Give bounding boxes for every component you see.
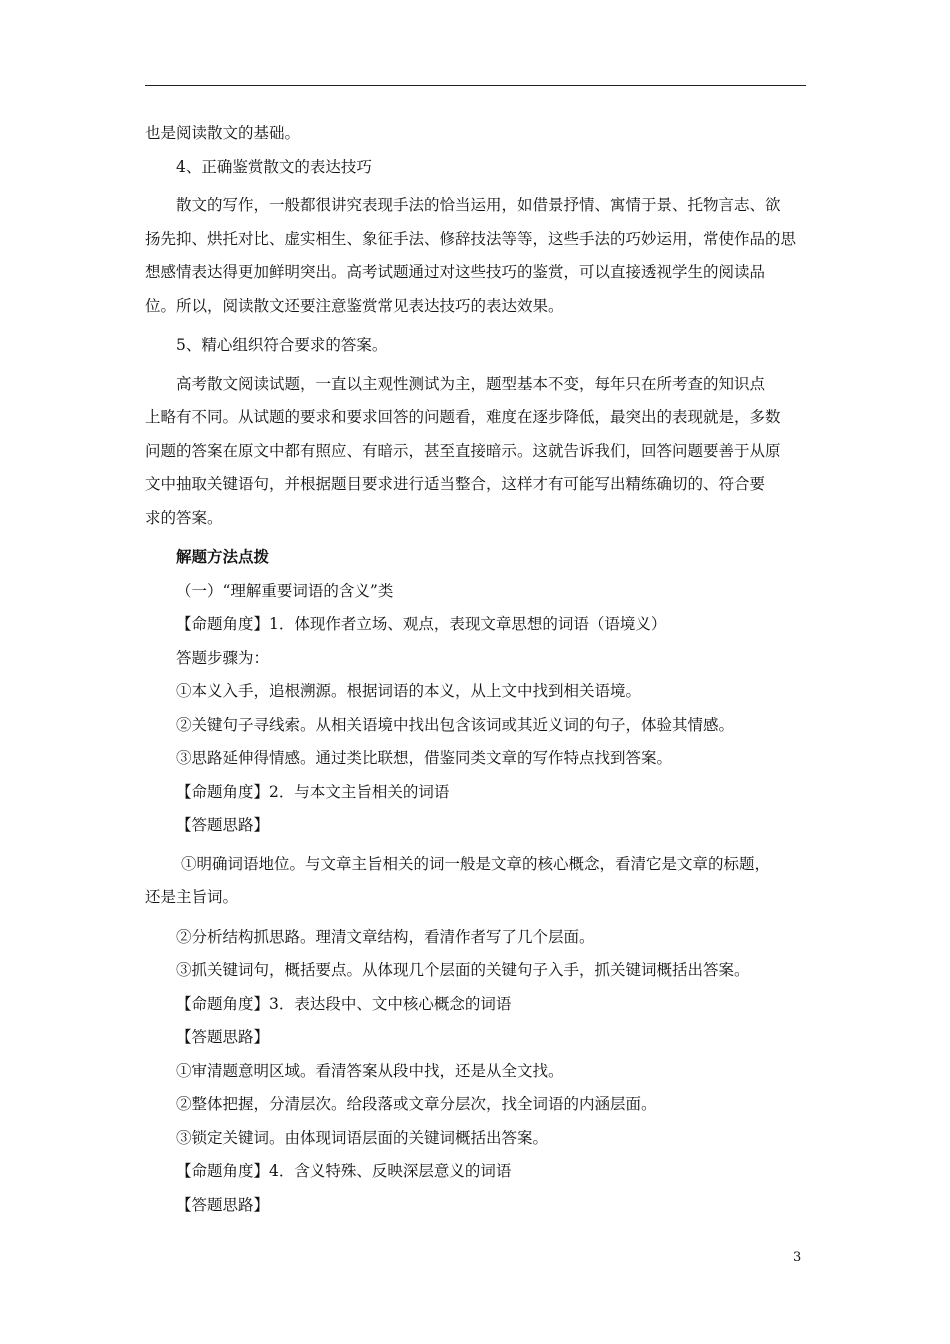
text-line: ①本义入手，追根溯源。根据词语的本义，从上文中找到相关语境。 <box>176 682 642 700</box>
header-rule <box>145 85 806 86</box>
text-line: ③锁定关键词。由体现词语层面的关键词概括出答案。 <box>176 1128 549 1147</box>
text-line: 位。所以，阅读散文还要注意鉴赏常见表达技巧的表达效果。 <box>145 296 564 315</box>
text-line: 散文的写作，一般都很讲究表现手法的恰当运用，如借景抒情、寓情于景、托物言志、欲 <box>176 196 781 214</box>
text-line: 答题步骤为： <box>176 648 270 667</box>
page-number: 3 <box>793 1250 802 1265</box>
document-body <box>145 122 806 1227</box>
text-line: 【答题思路】 <box>176 816 270 834</box>
text-line: 上略有不同。从试题的要求和要求回答的问题看，难度在逐步降低，最突出的表现就是，多数 <box>145 408 781 426</box>
text-line: 文中抽取关键语句，并根据题目要求进行适当整合，这样才有可能写出精练确切的、符合要 <box>145 475 766 493</box>
text-line: 高考散文阅读试题，一直以主观性测试为主，题型基本不变，每年只在所考查的知识点 <box>176 374 766 393</box>
text-line: 【答题思路】 <box>176 1028 270 1046</box>
section-heading: 5、精心组织符合要求的答案。 <box>176 336 388 354</box>
text-line: ③抓关键词句，概括要点。从体现几个层面的关键句子入手，抓关键词概括出答案。 <box>176 961 750 979</box>
text-line: ②关键句子寻线索。从相关语境中找出包含该词或其近义词的句子，体验其情感。 <box>176 715 735 734</box>
text-line: 【命题角度】2．与本文主旨相关的词语 <box>176 782 450 801</box>
text-line: 想感情表达得更加鲜明突出。高考试题通过对这些技巧的鉴赏，可以直接透视学生的阅读品 <box>145 263 766 281</box>
method-heading: 解题方法点拨 <box>176 547 270 566</box>
section-heading: 4、正确鉴赏散文的表达技巧 <box>176 157 372 176</box>
text-line: 还是主旨词。 <box>145 888 239 906</box>
text-line: 问题的答案在原文中都有照应、有暗示，甚至直接暗示。这就告诉我们，回答问题要善于从原 <box>145 441 781 460</box>
text-line: 【命题角度】4．含义特殊、反映深层意义的词语 <box>176 1162 512 1180</box>
text-line: 【命题角度】3．表达段中、文中核心概念的词语 <box>176 994 512 1013</box>
paragraph <box>145 189 806 323</box>
text-line: ①审清题意明区域。看清答案从段中找，还是从全文找。 <box>176 1061 564 1080</box>
text-line: ①明确词语地位。与文章主旨相关的词一般是文章的核心概念，看清它是文章的标题， <box>181 854 771 873</box>
text-line: 扬先抑、烘托对比、虚实相生、象征手法、修辞技法等等，这些手法的巧妙运用，常使作品的思 <box>145 229 797 248</box>
text-line: ②分析结构抓思路。理清文章结构，看清作者写了几个层面。 <box>176 927 595 946</box>
paragraph <box>145 368 806 536</box>
text-line: 求的答案。 <box>145 508 223 527</box>
text-line: ③思路延伸得情感。通过类比联想，借鉴同类文章的写作特点找到答案。 <box>176 749 673 767</box>
text-line: ②整体把握，分清层次。给段落或文章分层次，找全词语的内涵层面。 <box>176 1095 657 1113</box>
text-line: 【命题角度】1．体现作者立场、观点，表现文章思想的词语（语境义） <box>176 615 667 633</box>
text-line: 也是阅读散文的基础。 <box>145 124 301 142</box>
paragraph <box>145 848 806 915</box>
subsection-heading: （一）“理解重要词语的含义”类 <box>176 581 394 600</box>
text-line: 【答题思路】 <box>176 1195 270 1214</box>
